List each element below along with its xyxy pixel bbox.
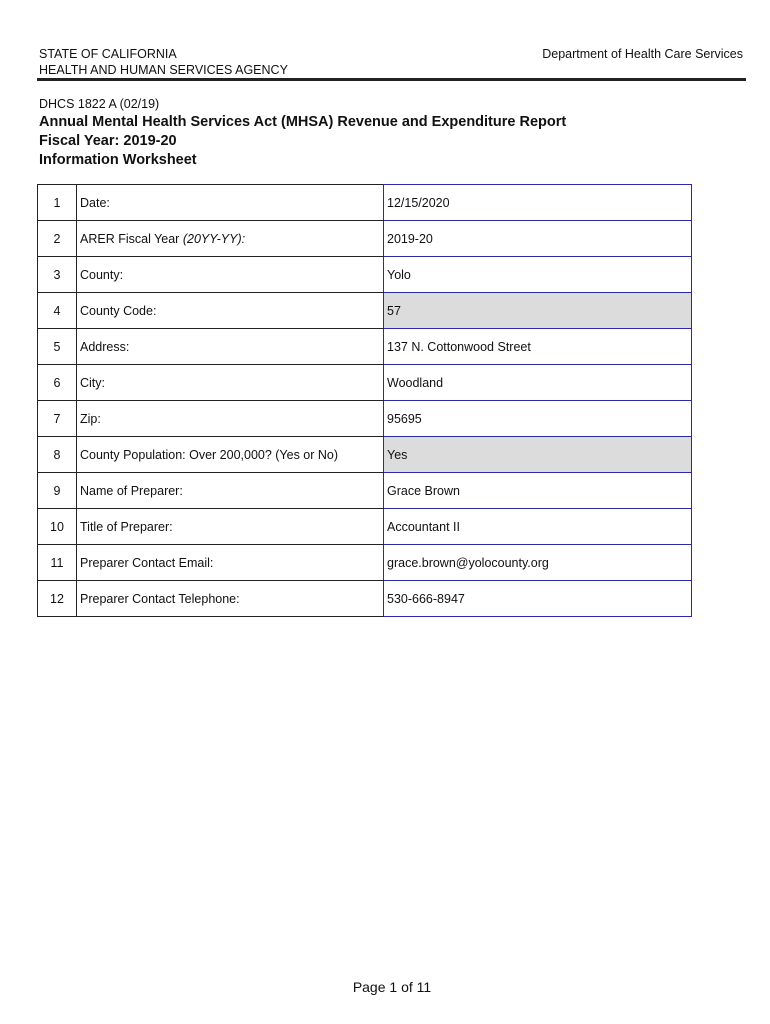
row-label xyxy=(77,437,384,473)
table-row xyxy=(38,293,692,329)
report-title: Annual Mental Health Services Act (MHSA) Revenue and Expenditure Report xyxy=(39,114,567,130)
row-label xyxy=(77,221,384,257)
row-label xyxy=(77,365,384,401)
row-number: 3 xyxy=(38,257,77,293)
table-row xyxy=(38,509,692,545)
agency-line-state: STATE OF CALIFORNIA xyxy=(39,47,177,61)
form-id: DHCS 1822 A (02/19) xyxy=(39,97,160,111)
information-table-body xyxy=(38,185,692,617)
row-label-text: Name of Preparer: xyxy=(80,483,183,498)
row-number: 8 xyxy=(38,437,77,473)
table-row xyxy=(38,365,692,401)
table-row xyxy=(38,437,692,473)
row-label xyxy=(77,293,384,329)
row-number: 12 xyxy=(38,581,77,617)
table-row xyxy=(38,257,692,293)
row-label xyxy=(77,473,384,509)
agency-line-hhs: HEALTH AND HUMAN SERVICES AGENCY xyxy=(39,63,288,77)
row-label-text: Zip: xyxy=(80,411,101,426)
row-number: 7 xyxy=(38,401,77,437)
row-label-text: Preparer Contact Email: xyxy=(80,555,214,570)
row-label-text: Address: xyxy=(80,339,130,354)
table-row xyxy=(38,329,692,365)
row-number: 4 xyxy=(38,293,77,329)
table-row xyxy=(38,221,692,257)
row-value-city[interactable]: Woodland xyxy=(384,365,692,401)
information-table xyxy=(37,184,692,617)
worksheet-title: Information Worksheet xyxy=(39,152,197,168)
row-label xyxy=(77,185,384,221)
row-label-text: Preparer Contact Telephone: xyxy=(80,591,240,606)
row-value-population-over-200k: Yes xyxy=(384,437,692,473)
row-number: 6 xyxy=(38,365,77,401)
row-value-preparer-telephone[interactable]: 530-666-8947 xyxy=(384,581,692,617)
row-value-preparer-email[interactable]: grace.brown@yolocounty.org xyxy=(384,545,692,581)
row-label-hint: (20YY-YY): xyxy=(182,231,246,246)
row-number: 1 xyxy=(38,185,77,221)
row-label-text: County Population: Over 200,000? (Yes or No) xyxy=(80,447,339,462)
row-value-fiscal-year[interactable]: 2019-20 xyxy=(384,221,692,257)
table-row xyxy=(38,473,692,509)
row-label xyxy=(77,401,384,437)
table-row xyxy=(38,545,692,581)
row-value-county[interactable]: Yolo xyxy=(384,257,692,293)
row-value-county-code: 57 xyxy=(384,293,692,329)
row-label-text: County: xyxy=(80,267,124,282)
page-number: Page 1 of 11 xyxy=(352,979,432,995)
table-row xyxy=(38,401,692,437)
header-divider xyxy=(37,78,746,81)
row-number: 11 xyxy=(38,545,77,581)
table-row xyxy=(38,185,692,221)
row-label-text: Title of Preparer: xyxy=(80,519,173,534)
table-row xyxy=(38,581,692,617)
row-label xyxy=(77,509,384,545)
row-value-address[interactable]: 137 N. Cottonwood Street xyxy=(384,329,692,365)
row-label-text: County Code: xyxy=(80,303,157,318)
row-number: 9 xyxy=(38,473,77,509)
row-label-text: Date: xyxy=(80,195,110,210)
row-label-text: City: xyxy=(80,375,105,390)
agency-header xyxy=(39,46,288,78)
row-label xyxy=(77,329,384,365)
row-label-text: ARER Fiscal Year xyxy=(80,231,183,246)
row-number: 5 xyxy=(38,329,77,365)
title-block xyxy=(39,113,566,170)
row-value-preparer-name[interactable]: Grace Brown xyxy=(384,473,692,509)
row-value-zip[interactable]: 95695 xyxy=(384,401,692,437)
fiscal-year-title: Fiscal Year: 2019-20 xyxy=(39,133,177,149)
department-name: Department of Health Care Services xyxy=(542,47,743,61)
row-label xyxy=(77,545,384,581)
row-number: 2 xyxy=(38,221,77,257)
row-value-date[interactable]: 12/15/2020 xyxy=(384,185,692,221)
row-label xyxy=(77,581,384,617)
row-number: 10 xyxy=(38,509,77,545)
row-label xyxy=(77,257,384,293)
row-value-preparer-title[interactable]: Accountant II xyxy=(384,509,692,545)
